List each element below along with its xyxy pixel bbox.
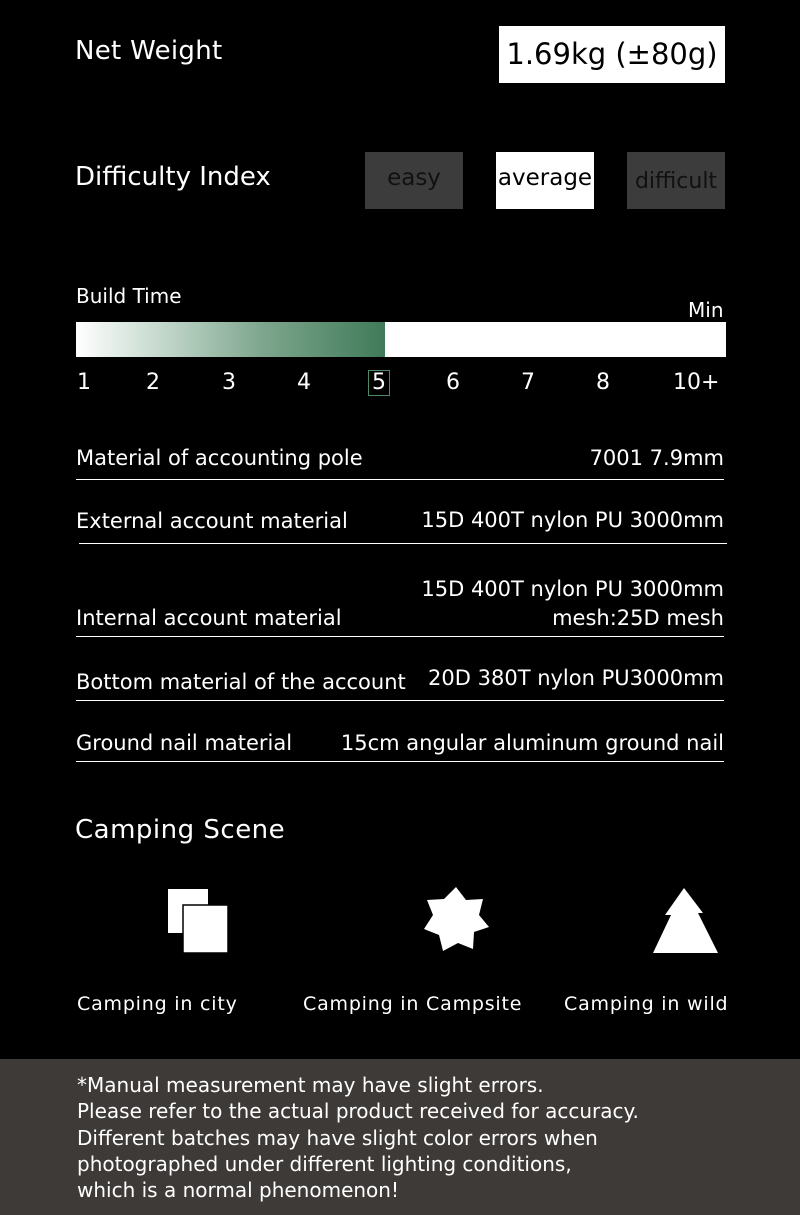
- difficulty-label: Difficulty Index: [75, 162, 271, 192]
- spec-external-value: 15D 400T nylon PU 3000mm: [421, 508, 724, 532]
- build-time-bar: [76, 322, 726, 357]
- scene-caption-wild: Camping in wild: [564, 993, 729, 1015]
- spec-internal-value-line1: 15D 400T nylon PU 3000mm: [421, 577, 724, 601]
- spec-pole-label: Material of accounting pole: [76, 446, 363, 470]
- build-time-tick: 4: [297, 370, 311, 395]
- tree-icon: [651, 885, 721, 955]
- build-time-tick-selected: 5: [359, 370, 399, 396]
- difficulty-easy-button[interactable]: easy: [365, 152, 463, 209]
- build-time-tick: 10+: [673, 370, 720, 395]
- camping-scene-title: Camping Scene: [75, 815, 286, 845]
- star-badge-icon: [421, 885, 491, 955]
- footer-line: *Manual measurement may have slight errors.: [77, 1073, 544, 1097]
- spec-divider: [79, 543, 727, 544]
- spec-nail-label: Ground nail material: [76, 731, 293, 755]
- spec-divider: [76, 479, 724, 480]
- footer-line: which is a normal phenomenon!: [77, 1178, 399, 1203]
- spec-nail-value: 15cm angular aluminum ground nail: [340, 731, 724, 755]
- difficulty-difficult-button[interactable]: difficult: [627, 152, 725, 209]
- spec-pole-value: 7001 7.9mm: [589, 446, 724, 470]
- footer-line: photographed under different lighting conditions,: [77, 1151, 572, 1176]
- spec-bottom-label: Bottom material of the account: [76, 670, 406, 694]
- spec-divider: [76, 636, 724, 637]
- build-time-label: Build Time: [76, 284, 182, 308]
- spec-internal-label: Internal account material: [76, 606, 342, 630]
- build-time-tick: 8: [596, 370, 610, 395]
- scene-caption-campsite: Camping in Campsite: [303, 993, 523, 1015]
- build-time-bar-fill: [76, 322, 385, 357]
- spec-divider: [76, 761, 724, 762]
- build-time-tick: 2: [146, 370, 160, 395]
- build-time-tick: 3: [222, 370, 236, 395]
- build-time-tick: 6: [446, 370, 460, 395]
- spec-internal-value-line2: mesh:25D mesh: [552, 606, 724, 630]
- build-time-tick: 7: [521, 370, 535, 395]
- footer-disclaimer: [77, 1072, 777, 1203]
- spec-bottom-value: 20D 380T nylon PU3000mm: [428, 666, 724, 690]
- build-time-tick: 1: [77, 370, 91, 395]
- footer-line: Different batches may have slight color errors when: [77, 1125, 598, 1150]
- spec-divider: [76, 700, 724, 701]
- scene-caption-city: Camping in city: [77, 993, 238, 1015]
- spec-external-label: External account material: [76, 509, 348, 533]
- build-time-unit: Min: [688, 298, 724, 322]
- footer-line: Please refer to the actual product received for accuracy.: [77, 1099, 639, 1124]
- difficulty-average-button[interactable]: average: [496, 152, 594, 209]
- net-weight-value: 1.69kg (±80g): [499, 26, 725, 83]
- net-weight-label: Net Weight: [75, 36, 223, 66]
- overlapping-squares-icon: [163, 885, 233, 955]
